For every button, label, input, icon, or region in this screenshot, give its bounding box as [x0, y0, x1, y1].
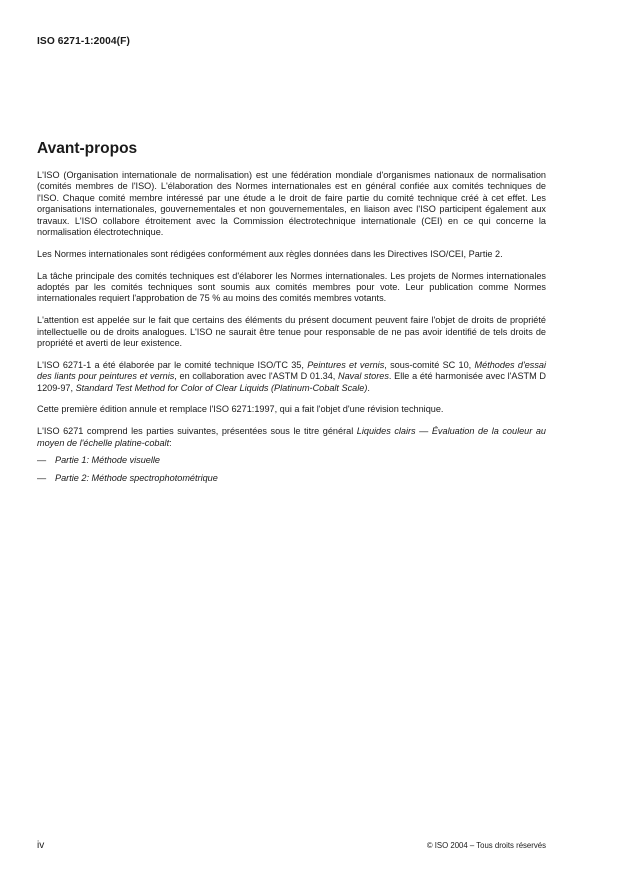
- paragraph-iso-organisation: L'ISO (Organisation internationale de normalisation) est une fédération mondiale d'organismes nationaux de normalisation (comités membres de l'ISO). L'élaboration des Normes internationales est en général confiée aux comités techniques de l'ISO. Chaque comité membre intéressé par une étude a le droit de faire partie du comité technique créé à cet effet. Les organisations internationales, gouvernementales et non gouvernementales, en liaison avec l'ISO participent également aux travaux. L'ISO collabore étroitement avec la Commission électrotechnique internationale (CEI) en ce qui concerne la normalisation électrotechnique.: [37, 170, 546, 238]
- paragraph-prepared-by: [37, 360, 546, 394]
- text-run: L'ISO 6271-1 a été élaborée par le comité technique ISO/TC 35,: [37, 359, 308, 370]
- section-title: Avant-propos: [37, 140, 138, 157]
- text-run: :: [169, 437, 172, 448]
- paragraph-parts-intro: [37, 426, 546, 449]
- page-number: iv: [37, 840, 45, 851]
- paragraph-directives: Les Normes internationales sont rédigées conformément aux règles données dans les Directives ISO/CEI, Partie 2.: [37, 248, 503, 259]
- parts-list: [37, 455, 546, 484]
- general-title: Liquides clairs — Évaluation de la couleur au moyen de l'échelle platine-cobalt: [37, 426, 546, 448]
- subcommittee-title: Méthodes d'essai des liants pour peintures et vernis: [37, 359, 546, 382]
- document-id-header: ISO 6271-1:2004(F): [37, 36, 130, 47]
- text-run: .: [367, 382, 370, 393]
- paragraph-committee-task: La tâche principale des comités techniques est d'élaborer les Normes internationales. Les projets de Normes internationales adoptés par les comités techniques sont soumis aux comités membres pour vote. Leur publication comme Normes internationales requiert l'approbation de 75 % au moins des comités membres votants.: [37, 270, 546, 304]
- dash-bullet: —: [37, 455, 47, 466]
- astm-standard-title: Standard Test Method for Color of Clear Liquids (Platinum-Cobalt Scale): [75, 382, 368, 393]
- copyright-notice: © ISO 2004 – Tous droits réservés: [426, 841, 546, 850]
- text-run: . Elle a été harmonisée avec l'ASTM D 1209-97,: [37, 371, 547, 393]
- part-label: Partie 1: Méthode visuelle: [55, 455, 160, 466]
- part-label: Partie 2: Méthode spectrophotométrique: [55, 473, 218, 484]
- foreword-section: [37, 140, 546, 491]
- dash-bullet: —: [37, 473, 47, 484]
- text-run: L'ISO 6271 comprend les parties suivantes, présentées sous le titre général: [37, 426, 357, 437]
- list-item: [37, 455, 546, 466]
- paragraph-patent-rights: L'attention est appelée sur le fait que certains des éléments du présent document peuvent faire l'objet de droits de propriété intellectuelle ou de droits analogues. L'ISO ne saurait être tenue pour responsable de ne pas avoir identifié de tels droits de propriété et averti de leur existence.: [37, 315, 546, 349]
- astm-subcommittee-title: Naval stores: [338, 371, 389, 382]
- list-item: [37, 473, 546, 484]
- text-run: , en collaboration avec l'ASTM D 01.34,: [174, 371, 339, 382]
- text-run: , sous-comité SC 10,: [384, 359, 475, 370]
- committee-title: Peintures et vernis: [307, 359, 385, 370]
- paragraph-edition: Cette première édition annule et remplace l'ISO 6271:1997, qui a fait l'objet d'une révision technique.: [37, 404, 444, 415]
